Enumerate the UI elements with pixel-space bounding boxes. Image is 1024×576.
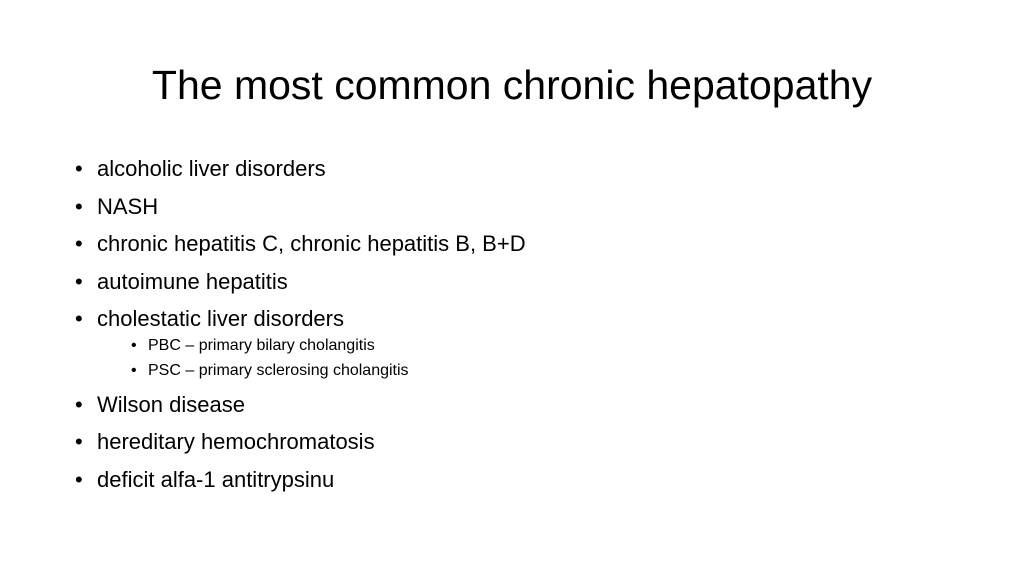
bullet-text: hereditary hemochromatosis <box>97 429 375 454</box>
bullet-text: alcoholic liver disorders <box>97 156 326 181</box>
bullet-dot-icon: • <box>75 156 83 181</box>
sub-bullet-group <box>74 333 526 383</box>
bullet-text: Wilson disease <box>97 391 245 417</box>
sub-bullet-item <box>131 358 526 383</box>
bullet-dot-icon: • <box>131 336 137 354</box>
bullet-list <box>74 150 526 498</box>
bullet-item <box>74 423 526 461</box>
bullet-item <box>74 188 526 226</box>
bullet-dot-icon: • <box>131 361 137 379</box>
bullet-dot-icon: • <box>75 391 83 417</box>
bullet-text: autoimune hepatitis <box>97 268 288 294</box>
bullet-dot-icon: • <box>75 231 83 256</box>
bullet-dot-icon: • <box>75 268 83 294</box>
sub-bullet-item <box>131 333 526 358</box>
sub-bullet-text: PSC – primary sclerosing cholangitis <box>148 361 409 379</box>
sub-bullet-list <box>74 333 526 383</box>
bullet-dot-icon: • <box>75 429 83 454</box>
bullet-item <box>74 263 526 301</box>
bullet-item <box>74 461 526 499</box>
bullet-dot-icon: • <box>75 466 83 492</box>
bullet-text: cholestatic liver disorders <box>97 306 344 331</box>
slide-title: The most common chronic hepatopathy <box>151 62 873 108</box>
bullet-item <box>74 386 526 424</box>
bullet-item <box>74 225 526 263</box>
sub-bullet-text: PBC – primary bilary cholangitis <box>148 336 375 354</box>
bullet-dot-icon: • <box>75 306 83 331</box>
bullet-dot-icon: • <box>75 193 83 219</box>
bullet-item <box>74 150 526 188</box>
bullet-text: NASH <box>97 193 159 219</box>
bullet-text: deficit alfa-1 antitrypsinu <box>97 466 335 492</box>
bullet-text: chronic hepatitis C, chronic hepatitis B, B+D <box>97 231 526 256</box>
